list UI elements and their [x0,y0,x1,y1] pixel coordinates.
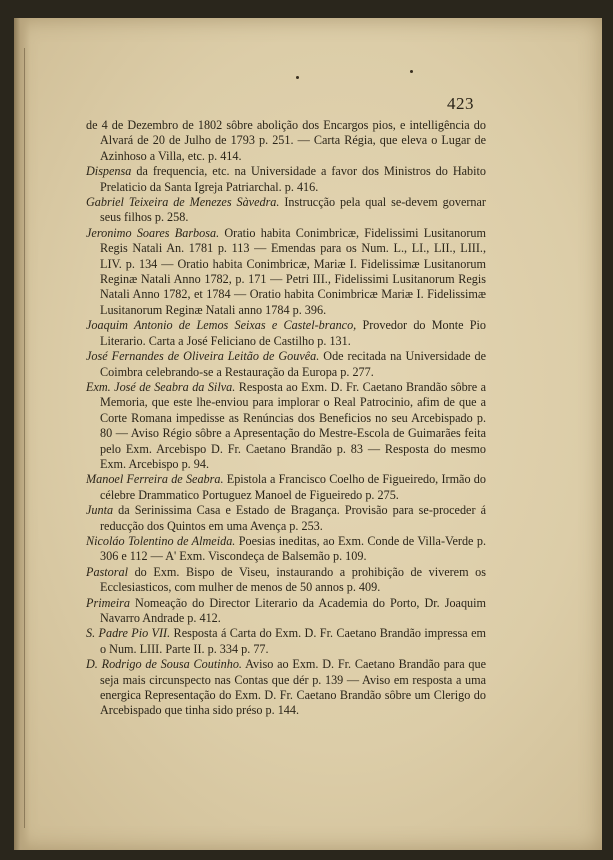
entry-text: Epistola a Francisco Coelho de Figueiredo, Irmão do célebre Drammatico Portuguez Manoel de Figueiredo p. 275. [100,472,486,502]
index-entry [86,318,486,349]
entry-heading: Manoel Ferreira de Seabra. [86,472,224,487]
index-entry [86,503,486,534]
gutter-line [24,48,25,828]
entry-heading: Exm. José de Seabra da Silva. [86,379,236,394]
entry-text: Nomeação do Director Literario da Academia do Porto, Dr. Joaquim Navarro Andrade p. 412. [100,595,486,625]
page-binding-edge [14,18,30,850]
entry-heading: José Fernandes de Oliveira Leitão de Gouvêa. [86,349,320,364]
index-entry [86,565,486,596]
entry-heading: Joaquim Antonio de Lemos Seixas e Castel-branco, [86,318,357,333]
entry-text: Poesias ineditas, ao Exm. Conde de Villa-Verde p. 306 e 112 — A' Exm. Viscondeça de Balsemão p. 109. [100,533,486,564]
index-entry [86,472,486,503]
entry-text: Ode recitada na Universidade de Coimbra celebrando-se a Restauração da Europa p. 277. [100,349,487,379]
index-entry [86,349,486,380]
index-entry [86,596,486,627]
index-entry [86,226,486,318]
index-entry [86,164,486,195]
entry-heading: Pastoral [86,564,128,579]
entry-heading: Junta [86,503,114,518]
index-entries [86,118,486,719]
ink-speck [296,76,299,79]
entry-text: da Serinissima Casa e Estado de Bragança. Provisão para se-proceder á reducção dos Quintos em uma Avença p. 253. [100,503,486,533]
entry-text: Oratio habita Conimbricæ, Fidelissimi Lusitanorum Regis Natali An. 1781 p. 113 — Emendas para os Num. L., LI., LII., LIII., LIV. p. 134 — Oratio habita Conimbricæ, Mariæ I. Fidelissimæ Lusitanorum Reginæ Natali Anno 1782, p. 171 — Petri III., Fidelissimi Lusitanorum Regis Natali Anno 1782, et 1784 — Oratio habita Conimbricæ Mariæ I. Fidelissimæ Lusitanorum Reginæ Natali anno 1784 p. 396. [100,225,487,317]
entry-text: do Exm. Bispo de Viseu, instaurando a prohibição de viverem os Ecclesiasticos, com mulher de menos de 50 annos p. 409. [100,564,486,595]
index-entry [86,380,486,472]
entry-heading: Dispensa [86,164,132,179]
entry-text: Provedor do Monte Pio Literario. Carta a José Feliciano de Castilho p. 131. [100,318,486,348]
entry-text: Resposta ao Exm. D. Fr. Caetano Brandão sôbre a Memoria, que este lhe-enviou para implorar o Real Patrocinio, afim de que a Corte Romana impedisse as Renúncias dos Beneficios no seu Arcebispado p. 80 — Aviso Régio sôbre a Apresentação do Mestre-Escola de Guimarães feita pelo Exm. Arcebispo D. Fr. Caetano Brandão p. 83 — Resposta do mesmo Exm. Arcebispo p. 94. [100,379,486,471]
index-entry [86,657,486,719]
ink-speck [410,70,413,73]
entry-text: Resposta á Carta do Exm. D. Fr. Caetano Brandão impressa em o Num. LIII. Parte II. p. 334 p. 77. [100,626,486,656]
entry-heading: S. Padre Pio VII. [86,626,171,641]
index-entry [86,118,486,164]
entry-heading: Jeronimo Soares Barbosa. [86,225,220,240]
entry-heading: Gabriel Teixeira de Menezes Sàvedra. [86,195,280,210]
page-number: 423 [447,94,474,113]
entry-heading: D. Rodrigo de Sousa Coutinho. [86,657,242,672]
entry-text: da frequencia, etc. na Universidade a favor dos Ministros do Habito Prelaticio da Santa Igreja Patriarchal. p. 416. [100,164,486,194]
index-entry [86,534,486,565]
entry-text: Instrucção pela qual se-devem governar seus filhos p. 258. [100,195,486,225]
entry-heading: Primeira [86,595,131,610]
index-entry [86,195,486,226]
index-entry [86,626,486,657]
entry-heading: Nicoláo Tolentino de Almeida. [86,533,236,548]
entry-text: Aviso ao Exm. D. Fr. Caetano Brandão para que seja mais circunspecto nas Contas que dér p. 139 — Aviso em resposta a uma energica Representação do Exm. D. Fr. Caetano Brandão sôbre um Clerigo do Arcebispado que tinha sido préso p. 144. [100,657,487,718]
entry-text: de 4 de Dezembro de 1802 sôbre abolição dos Encargos pios, e intelligência do Alvará de 20 de Julho de 1793 p. 251. — Carta Régia, que eleva o Lugar de Azinhoso a Villa, etc. p. 414. [86,118,486,163]
